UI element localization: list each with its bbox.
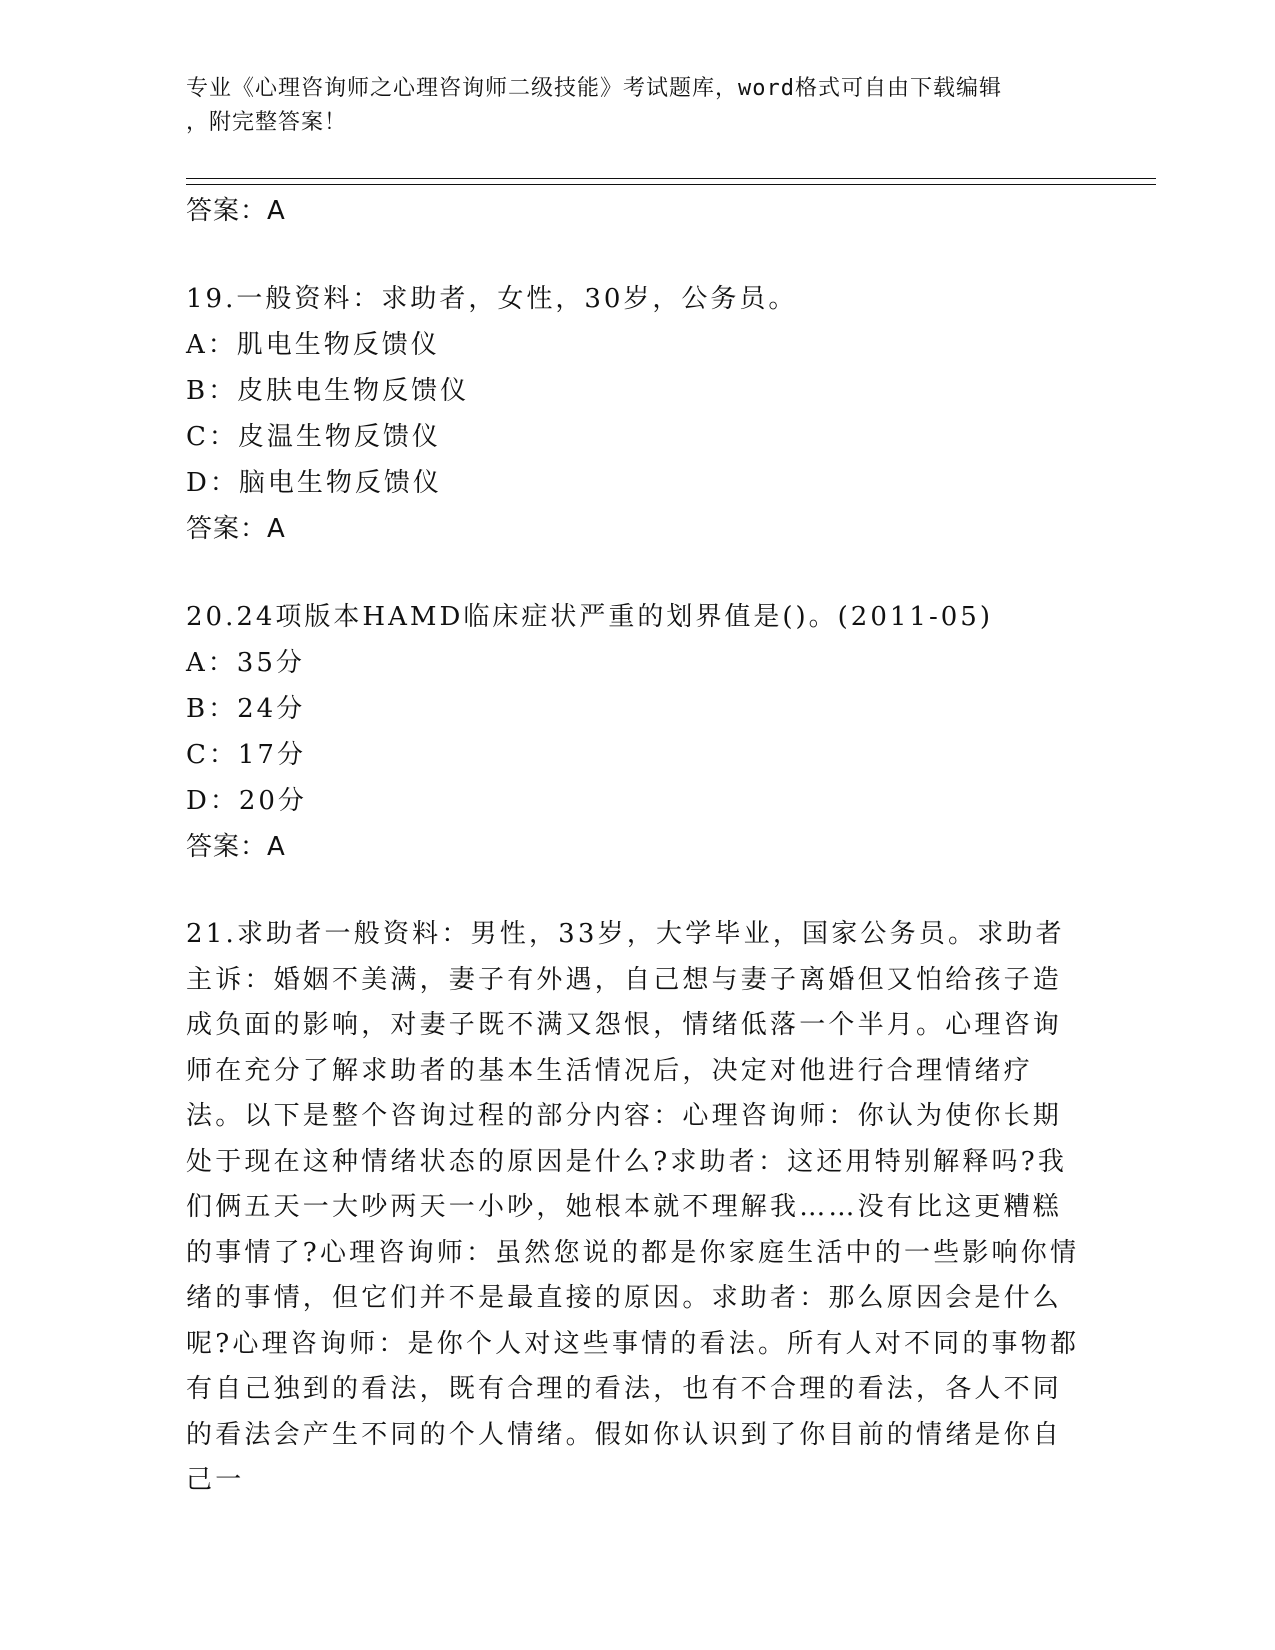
question-20 xyxy=(186,594,1086,870)
question-19 xyxy=(186,276,1086,552)
question-stem: 21.求助者一般资料：男性，33岁，大学毕业，国家公务员。求助者主诉：婚姻不美满，妻子有外遇，自己想与妻子离婚但又怕给孩子造成负面的影响，对妻子既不满又怨恨，情绪低落一个半月。心理咨询师在充分了解求助者的基本生活情况后，决定对他进行合理情绪疗法。以下是整个咨询过程的部分内容：心理咨询师：你认为使你长期处于现在这种情绪状态的原因是什么?求助者：这还用特别解释吗?我们俩五天一大吵两天一小吵，她根本就不理解我……没有比这更糟糕的事情了?心理咨询师：虽然您说的都是你家庭生活中的一些影响你情绪的事情，但它们并不是最直接的原因。求助者：那么原因会是什么呢?心理咨询师：是你个人对这些事情的看法。所有人对不同的事物都有自己独到的看法，既有合理的看法，也有不合理的看法，各人不同的看法会产生不同的个人情绪。假如你认识到了你目前的情绪是你自己一 xyxy=(186,919,1080,1495)
question-21 xyxy=(186,912,1086,1504)
option-b: B：24分 xyxy=(186,694,306,724)
option-c: C：皮温生物反馈仪 xyxy=(186,422,441,452)
option-c: C：17分 xyxy=(186,740,306,770)
spacer xyxy=(186,234,1086,276)
option-d: D：20分 xyxy=(186,786,307,816)
header-rule-bottom xyxy=(186,184,1156,185)
header-rule-top xyxy=(186,178,1156,179)
option-a: A：肌电生物反馈仪 xyxy=(186,330,440,360)
option-d: D：脑电生物反馈仪 xyxy=(186,468,442,498)
answer-line: 答案：A xyxy=(186,514,286,544)
question-stem: 19.一般资料：求助者，女性，30岁，公务员。 xyxy=(186,284,798,314)
header-line-2: ，附完整答案！ xyxy=(186,110,348,135)
document-body xyxy=(186,188,1086,1504)
spacer xyxy=(186,870,1086,912)
spacer xyxy=(186,552,1086,594)
document-header xyxy=(186,72,1086,140)
option-a: A：35分 xyxy=(186,648,305,678)
question-stem: 20.24项版本HAMD临床症状严重的划界值是()。(2011-05) xyxy=(186,602,993,632)
answer-line: 答案：A xyxy=(186,832,286,862)
answer-line: 答案：A xyxy=(186,196,286,226)
header-line-1: 专业《心理咨询师之心理咨询师二级技能》考试题库，word格式可自由下载编辑 xyxy=(186,76,1002,101)
option-b: B：皮肤电生物反馈仪 xyxy=(186,376,470,406)
